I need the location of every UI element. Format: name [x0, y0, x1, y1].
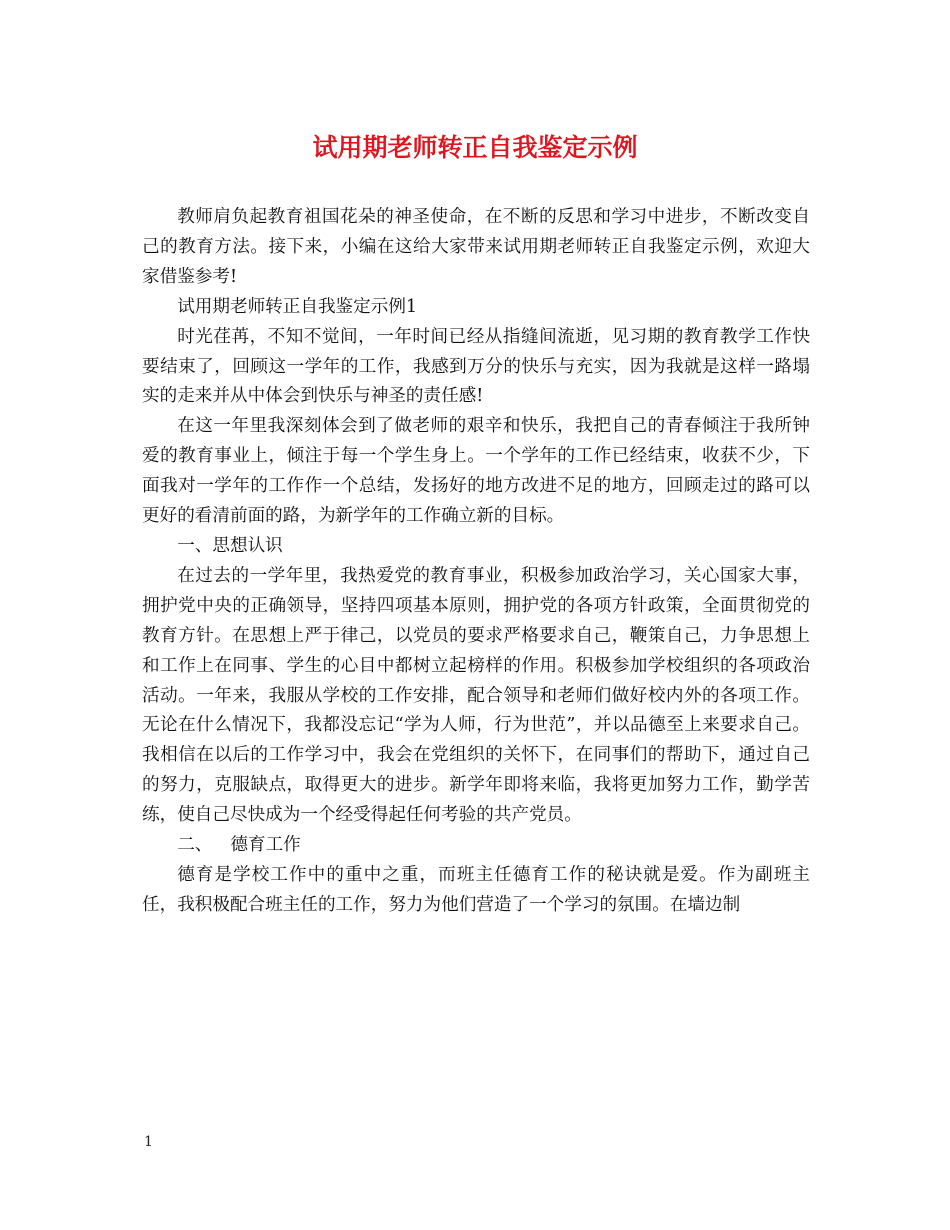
paragraph-intro: 教师肩负起教育祖国花朵的神圣使命，在不断的反思和学习中进步，不断改变自己的教育方法。接下来，小编在这给大家带来试用期老师转正自我鉴定示例，欢迎大家借鉴参考!	[142, 207, 810, 287]
paragraph-moral: 德育是学校工作中的重中之重，而班主任德育工作的秘诀就是爱。作为副班主任，我积极配合班主任的工作，努力为他们营造了一个学习的氛围。在墙边制	[142, 864, 810, 915]
document-body	[142, 203, 810, 921]
section-heading-thought: 一、思想认识	[177, 535, 283, 556]
section-heading-moral-text: 德育工作	[230, 835, 301, 856]
paragraph-time: 时光荏苒，不知不觉间，一年时间已经从指缝间流逝，见习期的教育教学工作快要结束了，回顾这一学年的工作，我感到万分的快乐与充实，因为我就是这样一路塌实的走来并从中体会到快乐与神圣的责任感!	[142, 326, 810, 407]
document-title: 试用期老师转正自我鉴定示例	[312, 133, 638, 162]
paragraph-thought: 在过去的一学年里，我热爱党的教育事业，积极参加政治学习，关心国家大事，拥护党中央的正确领导，坚持四项基本原则，拥护党的各项方针政策，全面贯彻党的教育方针。在思想上严于律己，以党员的要求严格要求自己，鞭策自己，力争思想上和工作上在同事、学生的心目中都树立起榜样的作用。积极参加学校组织的各项政治活动。一年来，我服从学校的工作安排，配合领导和老师们做好校内外的各项工作。无论在什么情况下，我都没忘记“学为人师，行为世范”，并以品德至上来要求自己。我相信在以后的工作学习中，我会在党组织的关怀下，在同事们的帮助下，通过自己的努力，克服缺点，取得更大的进步。新学年即将来临，我将更加努力工作，勤学苦练，使自己尽快成为一个经受得起任何考验的共产党员。	[142, 565, 810, 826]
section-heading-moral-number: 二、	[177, 835, 213, 856]
page-number: 1	[144, 1134, 153, 1150]
section-heading-moral	[142, 831, 810, 861]
paragraph-year-summary: 在这一年里我深刻体会到了做老师的艰辛和快乐，我把自己的青春倾注于我所钟爱的教育事业上，倾注于每一个学生身上。一个学年的工作已经结束，收获不少，下面我对一学年的工作作一个总结，发扬好的地方改进不足的地方，回顾走过的路可以更好的看清前面的路，为新学年的工作确立新的目标。	[142, 416, 810, 527]
section-heading-example-1: 试用期老师转正自我鉴定示例1	[177, 296, 418, 317]
